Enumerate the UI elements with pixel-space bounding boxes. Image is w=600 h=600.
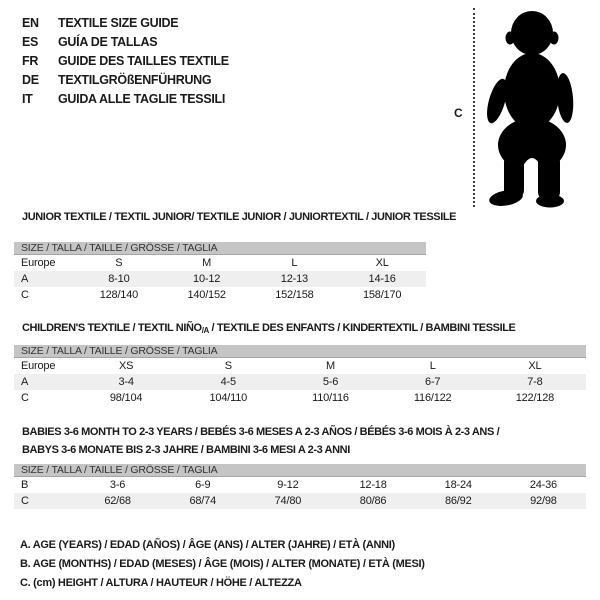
- row-label: A: [21, 273, 29, 285]
- language-code: EN: [22, 15, 39, 30]
- table-row: [14, 287, 426, 303]
- table-cell: 62/68: [104, 495, 131, 507]
- table-cell: 10-12: [193, 273, 221, 285]
- table-row: [14, 493, 586, 509]
- language-row-de: [22, 70, 229, 89]
- footnote-a: A. AGE (YEARS) / EDAD (AÑOS) / ÂGE (ANS) / ALTER (JAHRE) / ETÀ (ANNI): [20, 539, 395, 551]
- table-cell: L: [291, 257, 298, 269]
- table-cell: 4-5: [220, 376, 236, 388]
- height-label: C: [454, 106, 463, 120]
- language-row-es: [22, 32, 229, 51]
- table-cell: 122/128: [515, 392, 555, 404]
- table-cell: XL: [375, 257, 389, 269]
- footnote-legend: [20, 536, 425, 593]
- babies-title-line2: BABYS 3-6 MONATE BIS 2-3 JAHRE / BAMBINI 3-6 MESI A 2-3 ANNI: [22, 444, 350, 456]
- row-label: C: [21, 495, 29, 507]
- language-title: TEXTILGRÖßENFÜHRUNG: [58, 72, 212, 87]
- language-row-fr: [22, 51, 229, 70]
- language-title: TEXTILE SIZE GUIDE: [58, 15, 179, 30]
- table-cell: 6-9: [195, 479, 211, 491]
- row-label: C: [21, 289, 29, 301]
- table-cell: 92/98: [530, 495, 557, 507]
- row-label: A: [21, 376, 29, 388]
- table-cell: 116/122: [413, 392, 452, 404]
- table-cell: S: [115, 257, 123, 269]
- children-title-sub: /A: [201, 326, 209, 335]
- table-cell: 6-7: [425, 376, 441, 388]
- table-cell: 80/86: [359, 495, 387, 507]
- table-cell: XS: [118, 360, 134, 372]
- table-cell: 140/152: [187, 289, 226, 301]
- table-cell: 12-18: [359, 479, 387, 491]
- table-cell: 12-13: [280, 273, 308, 285]
- table-cell: L: [429, 360, 436, 372]
- table-cell: 8-10: [108, 273, 130, 285]
- junior-table-title: JUNIOR TEXTILE / TEXTIL JUNIOR/ TEXTILE JUNIOR / JUNIORTEXTIL / JUNIOR TESSILE: [22, 211, 457, 223]
- children-title-post: / TEXTILE DES ENFANTS / KINDERTEXTIL / BAMBINI TESSILE: [208, 322, 516, 334]
- table-cell: 110/116: [312, 392, 349, 404]
- table-cell: 98/104: [109, 392, 143, 404]
- table-cell: 74/80: [274, 495, 302, 507]
- language-list: [22, 13, 229, 108]
- language-code: IT: [22, 91, 33, 106]
- table-row: [14, 255, 426, 271]
- height-figure: [440, 0, 600, 215]
- language-row-it: [22, 89, 229, 108]
- footnote-c: C. (cm) HEIGHT / ALTURA / HAUTEUR / HÖHE / ALTEZZA: [20, 577, 302, 589]
- table-cell: 3-4: [118, 376, 134, 388]
- size-header-bar: SIZE / TALLA / TAILLE / GRÖSSE / TAGLIA: [14, 464, 586, 477]
- table-cell: 152/158: [275, 289, 314, 301]
- babies-table-title: [22, 423, 499, 459]
- row-label: C: [21, 392, 29, 404]
- table-cell: 104/110: [209, 392, 248, 404]
- height-measure-line: [473, 8, 475, 207]
- footnote-b: B. AGE (MONTHS) / EDAD (MESES) / ÂGE (MOIS) / ALTER (MONATE) / ETÀ (MESI): [20, 558, 425, 570]
- babies-title-line1: BABIES 3-6 MONTH TO 2-3 YEARS / BEBÉS 3-6 MESES A 2-3 AÑOS / BÉBÉS 3-6 MOIS À 2-3 ANS /: [22, 426, 500, 438]
- size-header-bar: SIZE / TALLA / TAILLE / GRÖSSE / TAGLIA: [14, 242, 426, 255]
- children-title-pre: CHILDREN'S TEXTILE / TEXTIL NIÑO: [22, 322, 202, 334]
- table-cell: 5-6: [322, 376, 339, 388]
- language-title: GUIDE DES TAILLES TEXTILE: [58, 53, 229, 68]
- baby-silhouette-icon: [476, 5, 600, 209]
- children-table-title: [22, 322, 516, 335]
- table-cell: 14-16: [368, 273, 396, 285]
- children-size-table: [14, 345, 586, 406]
- table-row: [14, 477, 586, 493]
- table-cell: 7-8: [527, 376, 543, 388]
- table-cell: 86/92: [444, 495, 472, 507]
- table-row: [14, 374, 586, 390]
- language-title: GUIDA ALLE TAGLIE TESSILI: [58, 91, 226, 106]
- size-header-bar: SIZE / TALLA / TAILLE / GRÖSSE / TAGLIA: [14, 345, 586, 358]
- table-cell: 68/74: [189, 495, 216, 507]
- table-row: [14, 358, 586, 374]
- row-label: B: [21, 479, 29, 491]
- table-cell: 9-12: [277, 479, 299, 491]
- row-label: Europe: [21, 360, 56, 372]
- table-cell: XL: [528, 360, 542, 372]
- table-cell: 3-6: [109, 479, 126, 491]
- language-title: GUÍA DE TALLAS: [58, 34, 158, 49]
- table-cell: 128/140: [99, 289, 139, 301]
- language-code: ES: [22, 34, 39, 49]
- language-code: DE: [22, 72, 39, 87]
- row-label: Europe: [21, 257, 56, 269]
- table-row: [14, 390, 586, 406]
- language-code: FR: [22, 53, 39, 68]
- babies-size-table: [14, 464, 586, 509]
- table-cell: 158/170: [362, 289, 402, 301]
- table-row: [14, 271, 426, 287]
- table-cell: S: [224, 360, 232, 372]
- table-cell: 18-24: [444, 479, 472, 491]
- table-cell: M: [202, 257, 212, 269]
- table-cell: 24-36: [529, 479, 557, 491]
- table-cell: M: [326, 360, 335, 372]
- junior-size-table: [14, 242, 426, 303]
- language-row-en: [22, 13, 229, 32]
